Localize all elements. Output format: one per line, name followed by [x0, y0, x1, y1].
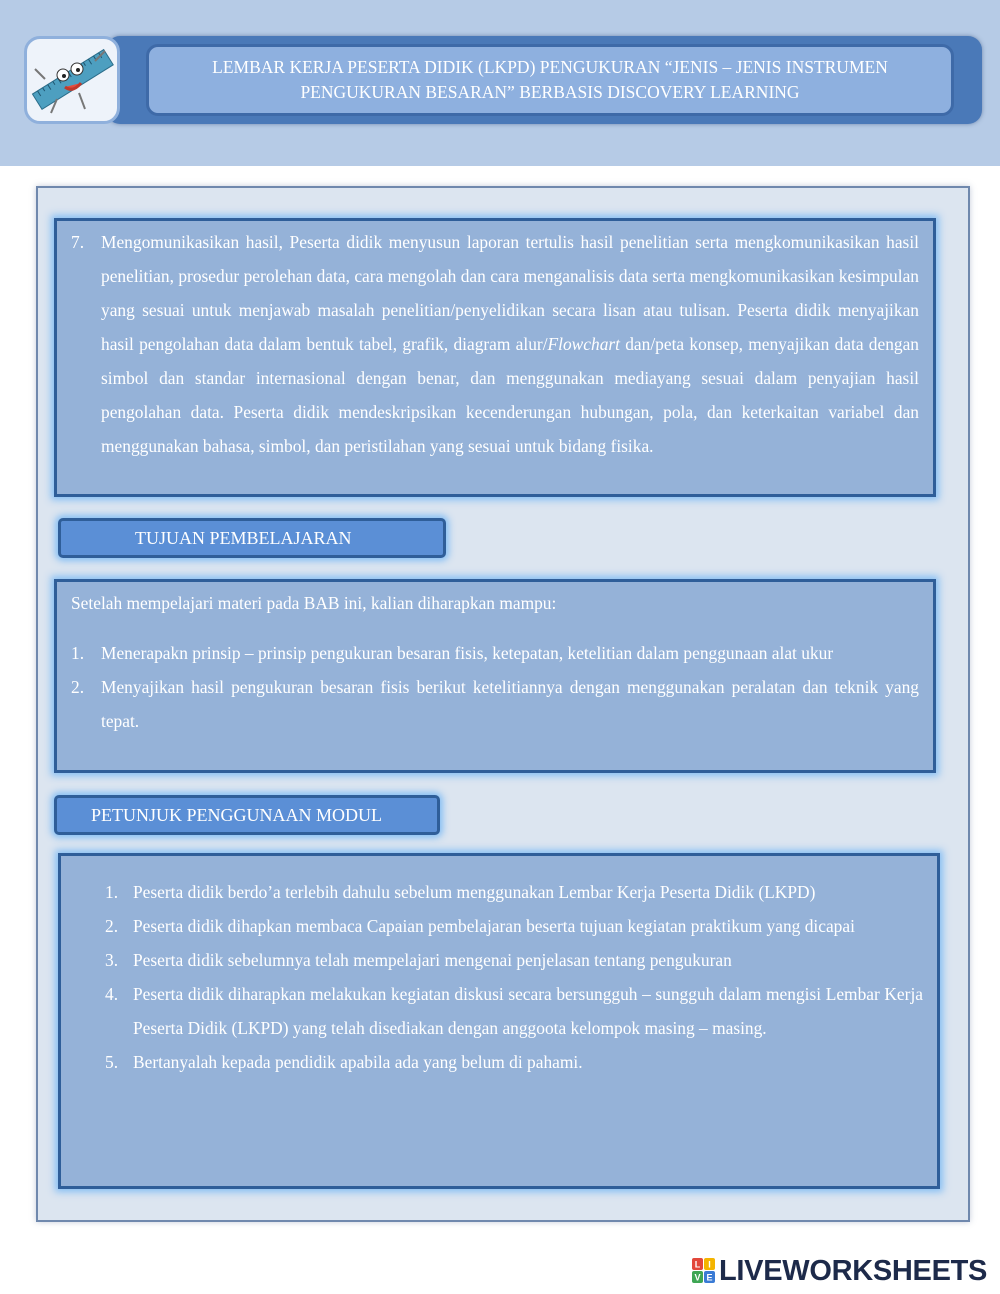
tujuan-item: [71, 670, 919, 738]
liveworksheets-logo[interactable]: [692, 1254, 987, 1288]
page-title: [146, 44, 954, 116]
tujuan-item: [71, 636, 919, 670]
tujuan-list: [71, 636, 919, 738]
logo-letter-v: V: [694, 1272, 701, 1283]
petunjuk-item-number: 4.: [105, 984, 119, 1004]
petunjuk-item-text: Peserta didik diharapkan melakukan kegiatan diskusi secara bersungguh – sungguh dalam mengisi Lembar Kerja Peserta Didik (LKPD) yang telah disediakan dengan anggoota kelompok masing – masing.: [133, 984, 923, 1038]
petunjuk-item-text: Peserta didik berdo’a terlebih dahulu sebelum menggunakan Lembar Kerja Peserta Didik (LKPD): [133, 882, 816, 902]
tujuan-item-number: 2.: [71, 677, 85, 697]
petunjuk-item: [105, 977, 923, 1045]
title-line-2: PENGUKURAN BESARAN” BERBASIS DISCOVERY LEARNING: [300, 82, 800, 102]
tujuan-heading: [58, 518, 446, 558]
ruler-cartoon-icon: [27, 39, 117, 121]
title-line-1: LEMBAR KERJA PESERTA DIDIK (LKPD) PENGUKURAN “JENIS – JENIS INSTRUMEN: [212, 57, 888, 77]
petunjuk-item: [105, 875, 923, 909]
logo-letter-e: E: [706, 1272, 713, 1283]
petunjuk-item: [105, 943, 923, 977]
petunjuk-item-number: 5.: [105, 1052, 119, 1072]
tujuan-item-text: Menerapakn prinsip – prinsip pengukuran besaran fisis, ketepatan, ketelitian dalam penggunaan alat ukur: [101, 643, 834, 663]
petunjuk-item-number: 1.: [105, 882, 119, 902]
step-7-text-part1: Mengomunikasikan hasil, Peserta didik menyusun laporan tertulis hasil penelitian serta mengkomunikasikan hasil penelitian, prosedur perolehan data, cara mengolah dan cara menganalisis data serta mengkomunikasikan kesimpulan yang sesuai untuk menjawab masalah penelitian/penyelidikan secara lisan atau tulisan. Peserta didik menyajikan hasil pengolahan data dalam bentuk tabel, grafik, diagram alur/: [101, 232, 919, 354]
tujuan-item-text: Menyajikan hasil pengukuran besaran fisis berikut ketelitiannya dengan menggunakan peralatan dan teknik yang tepat.: [101, 677, 919, 731]
tujuan-heading-text: TUJUAN PEMBELAJARAN: [135, 527, 352, 548]
step-7-panel: [54, 218, 936, 497]
step-7-text-italic: Flowchart: [547, 334, 620, 354]
liveworksheets-text: LIVEWORKSHEETS: [719, 1254, 988, 1287]
tujuan-item-number: 1.: [71, 643, 85, 663]
tujuan-panel: [54, 579, 936, 773]
petunjuk-item-text: Peserta didik sebelumnya telah mempelajari mengenai penjelasan tentang pengukuran: [133, 950, 732, 970]
petunjuk-item-text: Peserta didik dihapkan membaca Capaian pembelajaran beserta tujuan kegiatan praktikum yang dicapai: [133, 916, 855, 936]
logo-letter-l: L: [694, 1259, 701, 1270]
petunjuk-item-number: 3.: [105, 950, 119, 970]
petunjuk-list: [105, 875, 923, 1079]
petunjuk-heading: [54, 795, 440, 835]
petunjuk-item-text: Bertanyalah kepada pendidik apabila ada yang belum di pahami.: [133, 1052, 583, 1072]
petunjuk-item-number: 2.: [105, 916, 119, 936]
petunjuk-item: [105, 909, 923, 943]
liveworksheets-icon: [692, 1258, 716, 1284]
petunjuk-panel: [58, 853, 940, 1189]
tujuan-intro: Setelah mempelajari materi pada BAB ini, kalian diharapkan mampu:: [71, 593, 557, 613]
step-7-text: [101, 225, 919, 463]
logo-letter-i: I: [708, 1259, 711, 1270]
petunjuk-heading-text: PETUNJUK PENGGUNAAN MODUL: [91, 804, 382, 825]
ruler-logo: [24, 36, 120, 124]
step-7-number: 7.: [71, 232, 85, 252]
step-7-text-part2: dan/peta konsep, menyajikan data dengan simbol dan standar internasional dengan benar, dan menggunakan mediayang sesuai dalam penyajian hasil pengolahan data. Peserta didik mendeskripsikan kecenderungan hubungan, pola, dan keterkaitan variabel dan menggunakan bahasa, simbol, dan peristilahan yang sesuai untuk bidang fisika.: [101, 334, 920, 456]
petunjuk-item: [105, 1045, 923, 1079]
